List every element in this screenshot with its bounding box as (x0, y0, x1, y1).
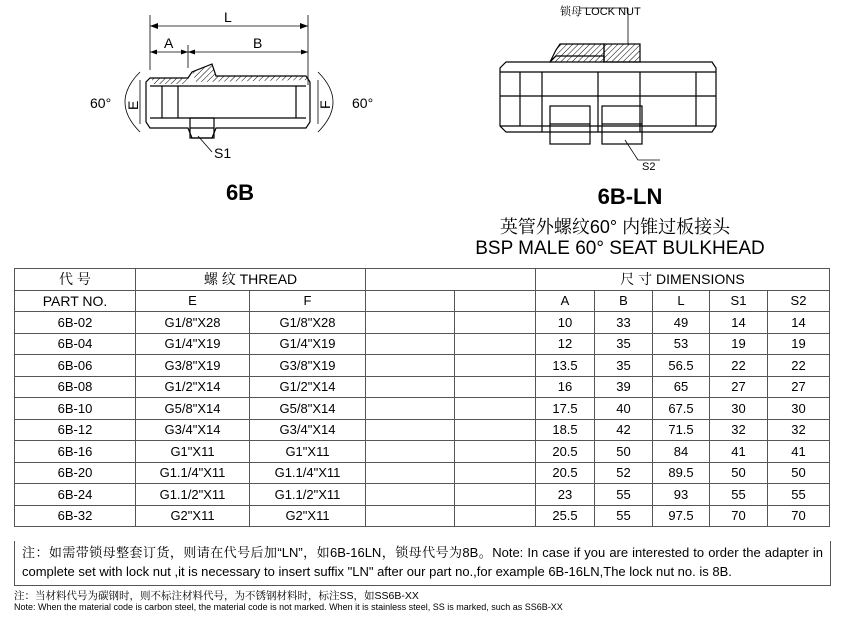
dim-a-cell: 13.5 (536, 355, 595, 377)
part-no-cell: 6B-12 (15, 419, 136, 441)
table-row (15, 376, 830, 398)
part-no-cell: 6B-24 (15, 484, 136, 506)
table-row (15, 312, 830, 334)
dim-b-cell: 42 (595, 419, 653, 441)
thread-e-cell: G5/8"X14 (136, 398, 250, 420)
thread-e-cell: G1"X11 (136, 441, 250, 463)
blank-cell (366, 462, 455, 484)
dim-b-cell: 39 (595, 376, 653, 398)
thread-f-cell: G2"X11 (250, 505, 366, 527)
header-blank (366, 269, 536, 291)
blank-cell (366, 441, 455, 463)
dim-b-cell: 55 (595, 505, 653, 527)
dim-l-cell: 97.5 (653, 505, 710, 527)
dim-a-cell: 20.5 (536, 441, 595, 463)
header-col-e: E (136, 290, 250, 312)
part-no-cell: 6B-10 (15, 398, 136, 420)
header-thread: 螺 纹 THREAD (136, 269, 366, 291)
dim-e-label: E (125, 100, 141, 110)
blank-cell (366, 419, 455, 441)
blank-cell (455, 355, 536, 377)
thread-e-cell: G1/4"X19 (136, 333, 250, 355)
blank-cell (366, 398, 455, 420)
header-col-f: F (250, 290, 366, 312)
dim-l-cell: 93 (653, 484, 710, 506)
dim-a-cell: 18.5 (536, 419, 595, 441)
thread-f-cell: G1/2"X14 (250, 376, 366, 398)
blank-cell (366, 312, 455, 334)
part-no-cell: 6B-16 (15, 441, 136, 463)
model-title-6b: 6B (225, 180, 255, 205)
drawing-6b (125, 15, 333, 152)
dim-b-cell: 52 (595, 462, 653, 484)
subtitle-english: BSP MALE 60° SEAT BULKHEAD (475, 238, 765, 259)
header-dimensions: 尺 寸 DIMENSIONS (536, 269, 830, 291)
thread-f-cell: G1/8"X28 (250, 312, 366, 334)
dim-s2-cell: 30 (768, 398, 830, 420)
blank-cell (455, 398, 536, 420)
dim-l-cell: 89.5 (653, 462, 710, 484)
thread-e-cell: G3/4"X14 (136, 419, 250, 441)
dim-s1-cell: 41 (710, 441, 768, 463)
order-note: 注：如需带锁母整套订货，则请在代号后加“LN”，如6B-16LN，锁母代号为8B。Note: In case if you are interested to order the adapter in complete set with lock nut ,it is necessary to insert suffix "LN" after our part no.,for example 6B-16LN,The lock nut no. is 8B. (14, 541, 831, 586)
dim-s2-cell: 19 (768, 333, 830, 355)
thread-f-cell: G3/4"X14 (250, 419, 366, 441)
thread-e-cell: G3/8"X19 (136, 355, 250, 377)
dim-s1-cell: 14 (710, 312, 768, 334)
thread-f-cell: G1"X11 (250, 441, 366, 463)
table-row (15, 419, 830, 441)
subtitle-chinese: 英管外螺纹60° 内锥过板接头 (499, 217, 731, 237)
dim-s2-cell: 22 (768, 355, 830, 377)
part-no-cell: 6B-06 (15, 355, 136, 377)
dim-l-cell: 56.5 (653, 355, 710, 377)
dim-s1-cell: 30 (710, 398, 768, 420)
dim-s1-cell: 22 (710, 355, 768, 377)
dim-l-cell: 53 (653, 333, 710, 355)
footnote-english: Note: When the material code is carbon steel, the material code is not marked. When it is stainless steel, SS is marked, such as SS6B-XX (14, 602, 563, 612)
thread-f-cell: G3/8"X19 (250, 355, 366, 377)
part-no-cell: 6B-20 (15, 462, 136, 484)
dim-l-cell: 49 (653, 312, 710, 334)
dim-l-cell: 65 (653, 376, 710, 398)
thread-f-cell: G1.1/4"X11 (250, 462, 366, 484)
dim-b-cell: 55 (595, 484, 653, 506)
blank-cell (366, 333, 455, 355)
dim-f-label: F (317, 100, 333, 109)
dim-b-cell: 35 (595, 355, 653, 377)
dim-b-cell: 40 (595, 398, 653, 420)
model-title-6bln: 6B-LN (597, 184, 663, 209)
blank-cell (455, 376, 536, 398)
header-code-cn: 代 号 (15, 269, 136, 291)
dim-s2-cell: 70 (768, 505, 830, 527)
dim-b-cell: 35 (595, 333, 653, 355)
dim-l-cell: 71.5 (653, 419, 710, 441)
thread-e-cell: G1.1/2"X11 (136, 484, 250, 506)
header-col-s2: S2 (768, 290, 830, 312)
header-part-no: PART NO. (15, 290, 136, 312)
dim-a-cell: 16 (536, 376, 595, 398)
blank-cell (455, 441, 536, 463)
thread-e-cell: G1/8"X28 (136, 312, 250, 334)
dim-a-cell: 25.5 (536, 505, 595, 527)
header-col-a: A (536, 290, 595, 312)
dim-b-label: B (253, 35, 263, 51)
table-row (15, 398, 830, 420)
blank-cell (455, 312, 536, 334)
header-col-l: L (653, 290, 710, 312)
dim-b-cell: 50 (595, 441, 653, 463)
dim-l-cell: 67.5 (653, 398, 710, 420)
dim-s1-cell: 55 (710, 484, 768, 506)
dim-a-cell: 10 (536, 312, 595, 334)
part-no-cell: 6B-08 (15, 376, 136, 398)
header-blank-1 (366, 290, 455, 312)
blank-cell (366, 484, 455, 506)
table-row (15, 484, 830, 506)
dim-s1-cell: 19 (710, 333, 768, 355)
locknut-label: 锁母 LOCK NUT (560, 6, 641, 18)
dim-a-cell: 12 (536, 333, 595, 355)
dim-s2-cell: 55 (768, 484, 830, 506)
dim-s1-label: S1 (214, 145, 232, 161)
spec-table-body (15, 312, 830, 527)
header-col-s1: S1 (710, 290, 768, 312)
header-blank-2 (455, 290, 536, 312)
dim-a-cell: 23 (536, 484, 595, 506)
thread-f-cell: G5/8"X14 (250, 398, 366, 420)
spec-table (14, 268, 830, 527)
dim-a-label: A (164, 35, 174, 51)
blank-cell (455, 462, 536, 484)
blank-cell (455, 505, 536, 527)
dim-l-label: L (224, 9, 232, 25)
blank-cell (455, 484, 536, 506)
blank-cell (455, 333, 536, 355)
dim-s1-cell: 32 (710, 419, 768, 441)
blank-cell (366, 376, 455, 398)
part-no-cell: 6B-02 (15, 312, 136, 334)
dim-s2-cell: 50 (768, 462, 830, 484)
header-col-b: B (595, 290, 653, 312)
dim-a-cell: 17.5 (536, 398, 595, 420)
dim-s2-cell: 41 (768, 441, 830, 463)
angle-right-label: 60° (352, 95, 374, 111)
thread-e-cell: G1/2"X14 (136, 376, 250, 398)
table-row (15, 505, 830, 527)
blank-cell (455, 419, 536, 441)
drawing-6bln (500, 8, 716, 160)
dim-s1-cell: 70 (710, 505, 768, 527)
part-no-cell: 6B-32 (15, 505, 136, 527)
dim-s2-cell: 14 (768, 312, 830, 334)
dim-l-cell: 84 (653, 441, 710, 463)
table-row (15, 462, 830, 484)
dim-b-cell: 33 (595, 312, 653, 334)
blank-cell (366, 505, 455, 527)
dim-s1-cell: 27 (710, 376, 768, 398)
table-row (15, 441, 830, 463)
thread-e-cell: G1.1/4"X11 (136, 462, 250, 484)
dim-s2-cell: 27 (768, 376, 830, 398)
table-row (15, 333, 830, 355)
dim-s1-cell: 50 (710, 462, 768, 484)
thread-f-cell: G1.1/2"X11 (250, 484, 366, 506)
thread-e-cell: G2"X11 (136, 505, 250, 527)
footnote-chinese: 注：当材料代号为碳钢时，则不标注材料代号，为不锈钢材料时，标注SS，如SS6B-XX (14, 590, 419, 602)
dim-s2-label: S2 (642, 161, 656, 173)
thread-f-cell: G1/4"X19 (250, 333, 366, 355)
table-row (15, 355, 830, 377)
part-no-cell: 6B-04 (15, 333, 136, 355)
blank-cell (366, 355, 455, 377)
angle-left-label: 60° (90, 95, 112, 111)
dim-s2-cell: 32 (768, 419, 830, 441)
dim-a-cell: 20.5 (536, 462, 595, 484)
